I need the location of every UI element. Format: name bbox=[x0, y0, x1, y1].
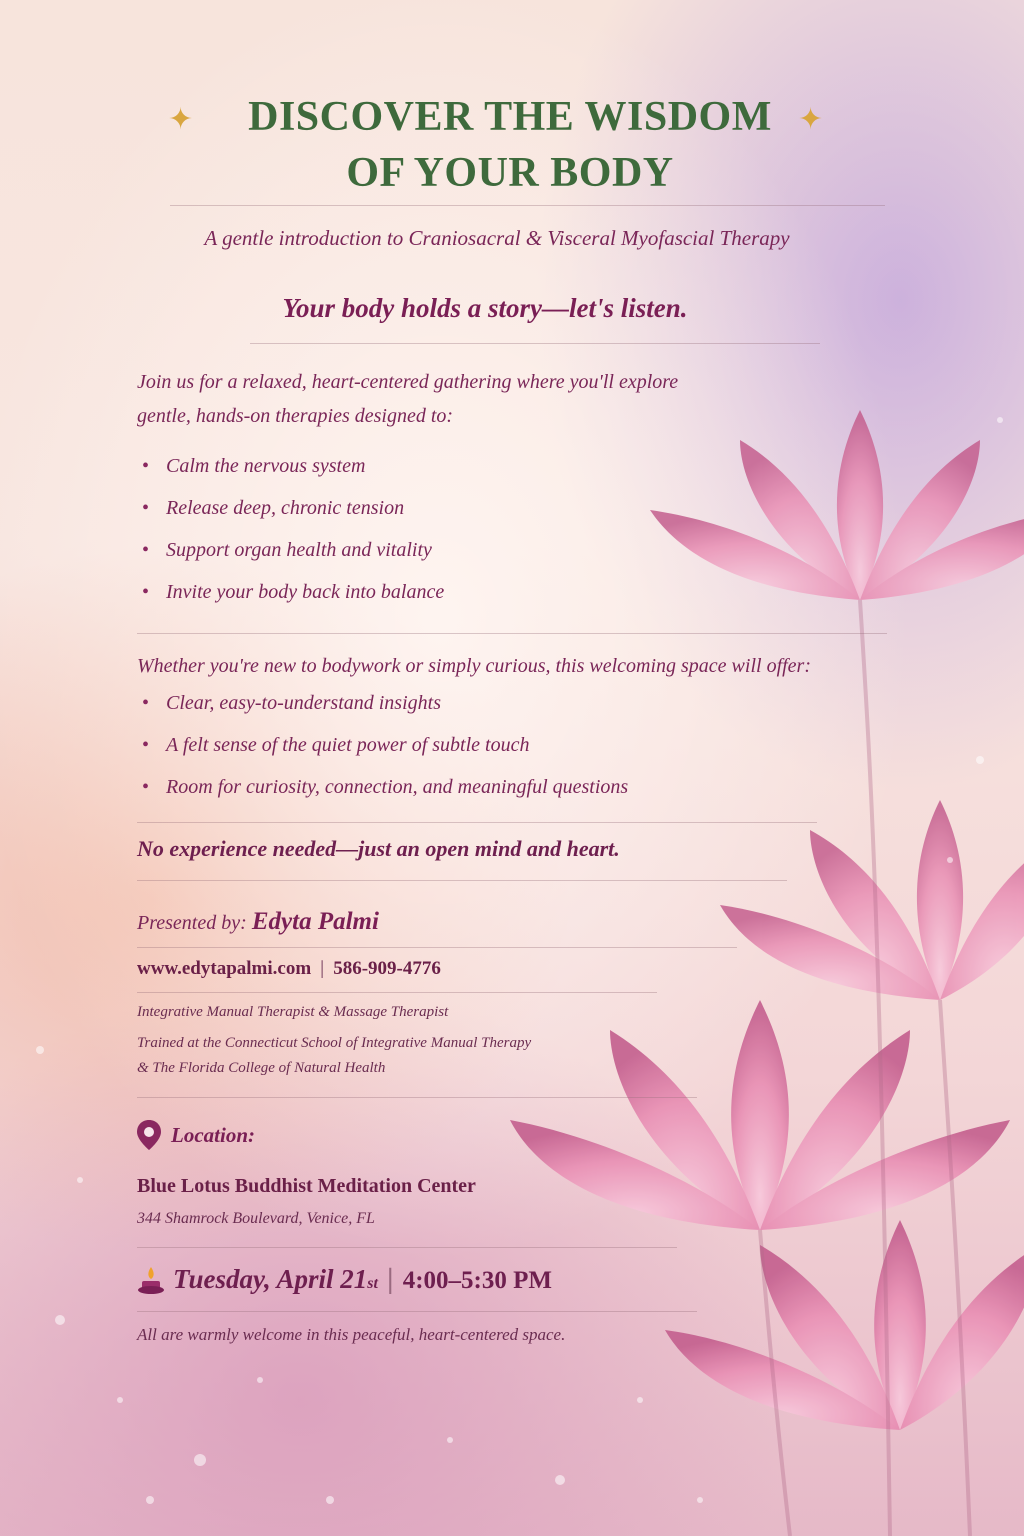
list-item: • Release deep, chronic tension bbox=[138, 497, 444, 539]
venue-address: 344 Shamrock Boulevard, Venice, FL bbox=[137, 1210, 375, 1227]
sparkle-icon: ✦ bbox=[168, 102, 194, 137]
event-date: Tuesday, April 21 bbox=[173, 1264, 368, 1294]
separator: | bbox=[385, 1265, 395, 1295]
list-item: • Clear, easy-to-understand insights bbox=[138, 692, 628, 734]
contact-line bbox=[137, 958, 441, 980]
event-time: 4:00–5:30 PM bbox=[402, 1267, 552, 1294]
divider bbox=[137, 992, 657, 993]
divider bbox=[137, 947, 737, 948]
benefits-list bbox=[138, 455, 444, 623]
offer-list bbox=[138, 692, 628, 818]
location-heading bbox=[137, 1120, 255, 1150]
list-item: • Support organ health and vitality bbox=[138, 539, 444, 581]
welcome-note: All are warmly welcome in this peaceful, heart-centered space. bbox=[137, 1325, 566, 1344]
divider bbox=[250, 343, 820, 344]
no-experience-note: No experience needed—just an open mind and heart. bbox=[137, 836, 620, 861]
offer-lead: Whether you're new to bodywork or simply curious, this welcoming space will offer: bbox=[137, 655, 812, 677]
venue-name: Blue Lotus Buddhist Meditation Center bbox=[137, 1175, 476, 1197]
location-pin-icon bbox=[137, 1120, 161, 1150]
sparkle-icon: ✦ bbox=[798, 102, 824, 137]
title-line-2: OF YOUR BODY bbox=[346, 150, 674, 196]
intro-line-2: gentle, hands-on therapies designed to: bbox=[137, 405, 454, 427]
separator: | bbox=[319, 958, 326, 979]
intro-line-1: Join us for a relaxed, heart-centered gathering where you'll explore bbox=[137, 371, 679, 393]
website-link[interactable]: www.edytapalmi.com bbox=[137, 958, 312, 979]
divider bbox=[137, 880, 787, 881]
list-item: • Invite your body back into balance bbox=[138, 581, 444, 623]
list-item: • A felt sense of the quiet power of subtle touch bbox=[138, 734, 628, 776]
presenter-name: Edyta Palmi bbox=[251, 908, 379, 935]
divider bbox=[137, 633, 887, 634]
divider bbox=[170, 205, 885, 206]
title-line-1: DISCOVER THE WISDOM bbox=[248, 94, 772, 140]
training-line-2: & The Florida College of Natural Health bbox=[137, 1060, 386, 1076]
training-line-1: Trained at the Connecticut School of Integrative Manual Therapy bbox=[137, 1035, 532, 1051]
presented-by-label: Presented by: bbox=[137, 912, 247, 934]
subtitle: A gentle introduction to Craniosacral & Visceral Myofascial Therapy bbox=[204, 226, 790, 250]
tagline: Your body holds a story—let's listen. bbox=[282, 293, 688, 323]
list-item: • Room for curiosity, connection, and meaningful questions bbox=[138, 776, 628, 818]
date-suffix: st bbox=[367, 1275, 378, 1292]
list-item: • Calm the nervous system bbox=[138, 455, 444, 497]
presenter-line bbox=[137, 908, 379, 936]
divider bbox=[137, 1247, 677, 1248]
event-datetime bbox=[137, 1264, 552, 1295]
divider bbox=[137, 1097, 697, 1098]
candle-icon bbox=[137, 1265, 165, 1295]
phone-number[interactable]: 586-909-4776 bbox=[333, 958, 441, 979]
divider bbox=[137, 822, 817, 823]
location-label: Location: bbox=[171, 1122, 255, 1147]
presenter-role: Integrative Manual Therapist & Massage Therapist bbox=[137, 1004, 449, 1020]
divider bbox=[137, 1311, 697, 1312]
